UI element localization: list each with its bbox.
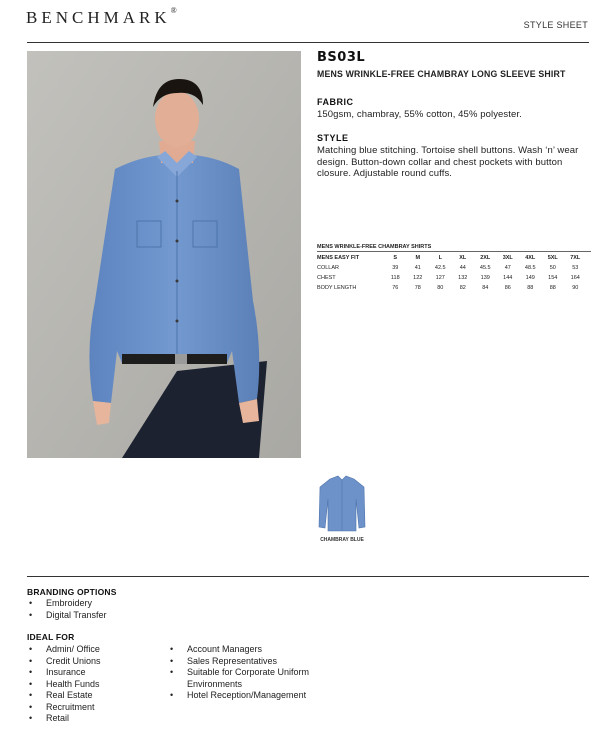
size-cell: 90 xyxy=(572,285,579,291)
size-cell: 144 xyxy=(503,275,513,281)
size-cell: 86 xyxy=(504,285,511,291)
list-item: • Sales Representatives xyxy=(168,656,338,668)
branding-list xyxy=(27,598,107,621)
size-cell: COLLAR xyxy=(317,265,340,271)
list-item: • Insurance xyxy=(27,667,101,679)
product-name: MENS WRINKLE-FREE CHAMBRAY LONG SLEEVE SHIRT xyxy=(317,69,566,80)
size-cell: 50 xyxy=(549,265,556,271)
size-chart-divider xyxy=(317,251,591,252)
size-cell: 132 xyxy=(458,275,468,281)
ideal-for-list-1 xyxy=(27,644,101,725)
size-cell: 84 xyxy=(482,285,489,291)
size-cell: 76 xyxy=(392,285,399,291)
fabric-description: 150gsm, chambray, 55% cotton, 45% polyester. xyxy=(317,109,522,120)
size-cell: 149 xyxy=(525,275,535,281)
list-item: • Real Estate xyxy=(27,690,101,702)
size-chart-table xyxy=(317,253,587,293)
size-cell: 82 xyxy=(459,285,466,291)
size-header-cell: S xyxy=(393,255,398,261)
size-header-cell: MENS EASY FIT xyxy=(317,255,360,261)
list-item: • Suitable for Corporate Uniform Environments xyxy=(168,667,338,690)
list-item: • Recruitment xyxy=(27,702,101,714)
colour-name: CHAMBRAY BLUE xyxy=(320,537,364,543)
model-photo xyxy=(27,51,301,458)
size-header-cell: L xyxy=(438,255,442,261)
header-divider xyxy=(27,42,589,43)
document-type: STYLE SHEET xyxy=(523,20,588,30)
product-code: BS03L xyxy=(317,50,366,65)
ideal-for-list-2 xyxy=(168,644,338,702)
style-description: Matching blue stitching. Tortoise shell buttons. Wash ‘n’ wear design. Button-down collar and chest pockets with button closure. Adjustable round cuffs. xyxy=(317,145,579,179)
size-cell: 44 xyxy=(459,265,466,271)
fabric-heading: FABRIC xyxy=(317,97,354,107)
size-cell: CHEST xyxy=(317,275,336,281)
size-chart-row xyxy=(317,263,587,273)
size-chart-row xyxy=(317,273,587,283)
list-item: • Retail xyxy=(27,713,101,725)
size-header-cell: 4XL xyxy=(525,255,536,261)
size-cell: 118 xyxy=(390,275,400,281)
size-cell: 41 xyxy=(414,265,421,271)
size-chart-title: MENS WRINKLE-FREE CHAMBRAY SHIRTS xyxy=(317,244,432,250)
size-header-cell: 2XL xyxy=(480,255,491,261)
list-item: • Health Funds xyxy=(27,679,101,691)
size-chart-row xyxy=(317,283,587,293)
colour-swatch-image xyxy=(318,475,366,533)
ideal-for-heading: IDEAL FOR xyxy=(27,632,75,642)
size-cell: 53 xyxy=(572,265,579,271)
size-cell: 88 xyxy=(527,285,534,291)
list-item: • Embroidery xyxy=(27,598,107,610)
size-cell: 164 xyxy=(570,275,580,281)
size-header-cell: 3XL xyxy=(502,255,513,261)
brand-logo xyxy=(26,8,177,28)
style-heading: STYLE xyxy=(317,133,349,143)
size-cell: 139 xyxy=(480,275,490,281)
size-cell: 48.5 xyxy=(524,265,536,271)
brand-name: BENCHMARK xyxy=(26,8,171,27)
branding-heading: BRANDING OPTIONS xyxy=(27,587,117,597)
size-cell: 42.5 xyxy=(434,265,446,271)
size-header-cell: 5XL xyxy=(547,255,558,261)
size-cell: 78 xyxy=(414,285,421,291)
size-cell: 154 xyxy=(548,275,558,281)
size-header-cell: XL xyxy=(459,255,467,261)
registered-mark: ® xyxy=(170,6,177,15)
list-item: • Digital Transfer xyxy=(27,610,107,622)
size-cell: 45.5 xyxy=(479,265,491,271)
list-item: • Hotel Reception/Management xyxy=(168,690,338,702)
footer-divider xyxy=(27,576,589,577)
size-cell: 88 xyxy=(549,285,556,291)
list-item: • Account Managers xyxy=(168,644,338,656)
size-chart-header-row xyxy=(317,253,587,263)
size-cell: BODY LENGTH xyxy=(317,285,357,291)
size-cell: 127 xyxy=(435,275,445,281)
size-cell: 39 xyxy=(392,265,399,271)
size-header-cell: M xyxy=(415,255,421,261)
size-cell: 80 xyxy=(437,285,444,291)
list-item: • Credit Unions xyxy=(27,656,101,668)
list-item: • Admin/ Office xyxy=(27,644,101,656)
size-header-cell: 7XL xyxy=(570,255,581,261)
size-cell: 122 xyxy=(413,275,423,281)
size-cell: 47 xyxy=(504,265,511,271)
